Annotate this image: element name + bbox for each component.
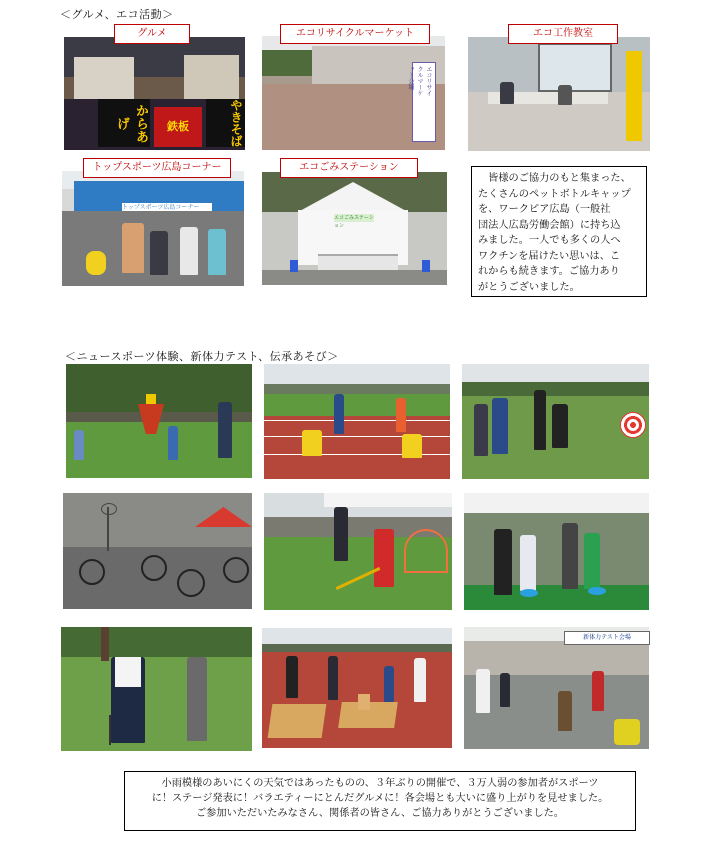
closing-message-box: [124, 771, 636, 831]
closing-message-line: 小雨模様のあいにくの天気ではあったものの、３年ぶりの開催で、３万人弱の参加者がスポーツ: [161, 778, 599, 789]
gourmet-banner-menu: 鉄板: [154, 107, 202, 147]
photo-golf: [61, 627, 252, 751]
section-heading-gourmet-eco: ＜グルメ、エコ活動＞: [60, 8, 174, 21]
eco-message-line: がとうございました。: [478, 281, 580, 293]
photo-eco-workshop: [468, 37, 650, 151]
label-recycle-market: エコリサイクルマーケット: [280, 24, 430, 44]
eco-message-line: たくさんのペットボトルキャップ: [478, 188, 631, 200]
eco-message-line: れからも続きます。ご協力あり: [478, 266, 620, 277]
eco-message-line: 団法人広島労働会館）に持ち込: [478, 219, 621, 231]
garbage-station-banner: エコごみステーション: [334, 215, 374, 229]
section-heading-new-sports: ＜ニュースポーツ体験、新体力テスト、伝承あそび＞: [65, 350, 339, 363]
label-eco-garbage: エコごみステーション: [280, 158, 418, 178]
gourmet-banner-yakisoba: やきそば: [206, 99, 245, 147]
fitness-test-banner: 新体力テスト会場: [564, 631, 650, 645]
label-eco-workshop: エコ工作教室: [508, 24, 618, 44]
photo-recycle-market: [262, 36, 445, 150]
eco-message-line: ワクチンを届けたい思いは、こ: [478, 250, 621, 262]
recycle-market-sign: エコリサイクルマーケット会場: [407, 66, 432, 96]
eco-message-line: みました。一人でも多くの人へ: [478, 235, 621, 246]
photo-eco-garbage: [262, 172, 447, 285]
eco-message-box: [471, 166, 647, 297]
photo-fitness-test: [464, 627, 649, 749]
top-sports-tent-banner: トップスポーツ広島コーナー: [122, 203, 212, 213]
gourmet-banner-karaage: からあげ: [98, 99, 150, 147]
photo-wheelchair-sports: [63, 493, 252, 609]
photo-traditional-games: [262, 628, 452, 748]
photo-top-sports: [62, 171, 244, 286]
photo-new-sports-3: [462, 364, 649, 479]
photo-gourmet: [64, 37, 245, 150]
photo-new-sports-1: [66, 364, 252, 478]
closing-message-line: ご参加いただいたみなさん、関係者の皆さん、ご協力ありがとうございました。: [196, 808, 564, 819]
eco-message-line: 皆様のご協力のもと集まった、: [478, 173, 631, 184]
photo-curling: [464, 493, 649, 610]
photo-new-sports-2: [264, 364, 450, 479]
label-top-sports: トップスポーツ広島コーナー: [83, 158, 231, 178]
photo-hockey: [264, 493, 452, 610]
eco-message-line: を、ワークピア広島（一般社: [478, 204, 611, 215]
closing-message-line: に！ステージ発表に！バラエティーにとんだグルメに！各会場とも大いに盛り上がりを見せました。: [151, 793, 609, 804]
label-gourmet: グルメ: [114, 24, 190, 44]
